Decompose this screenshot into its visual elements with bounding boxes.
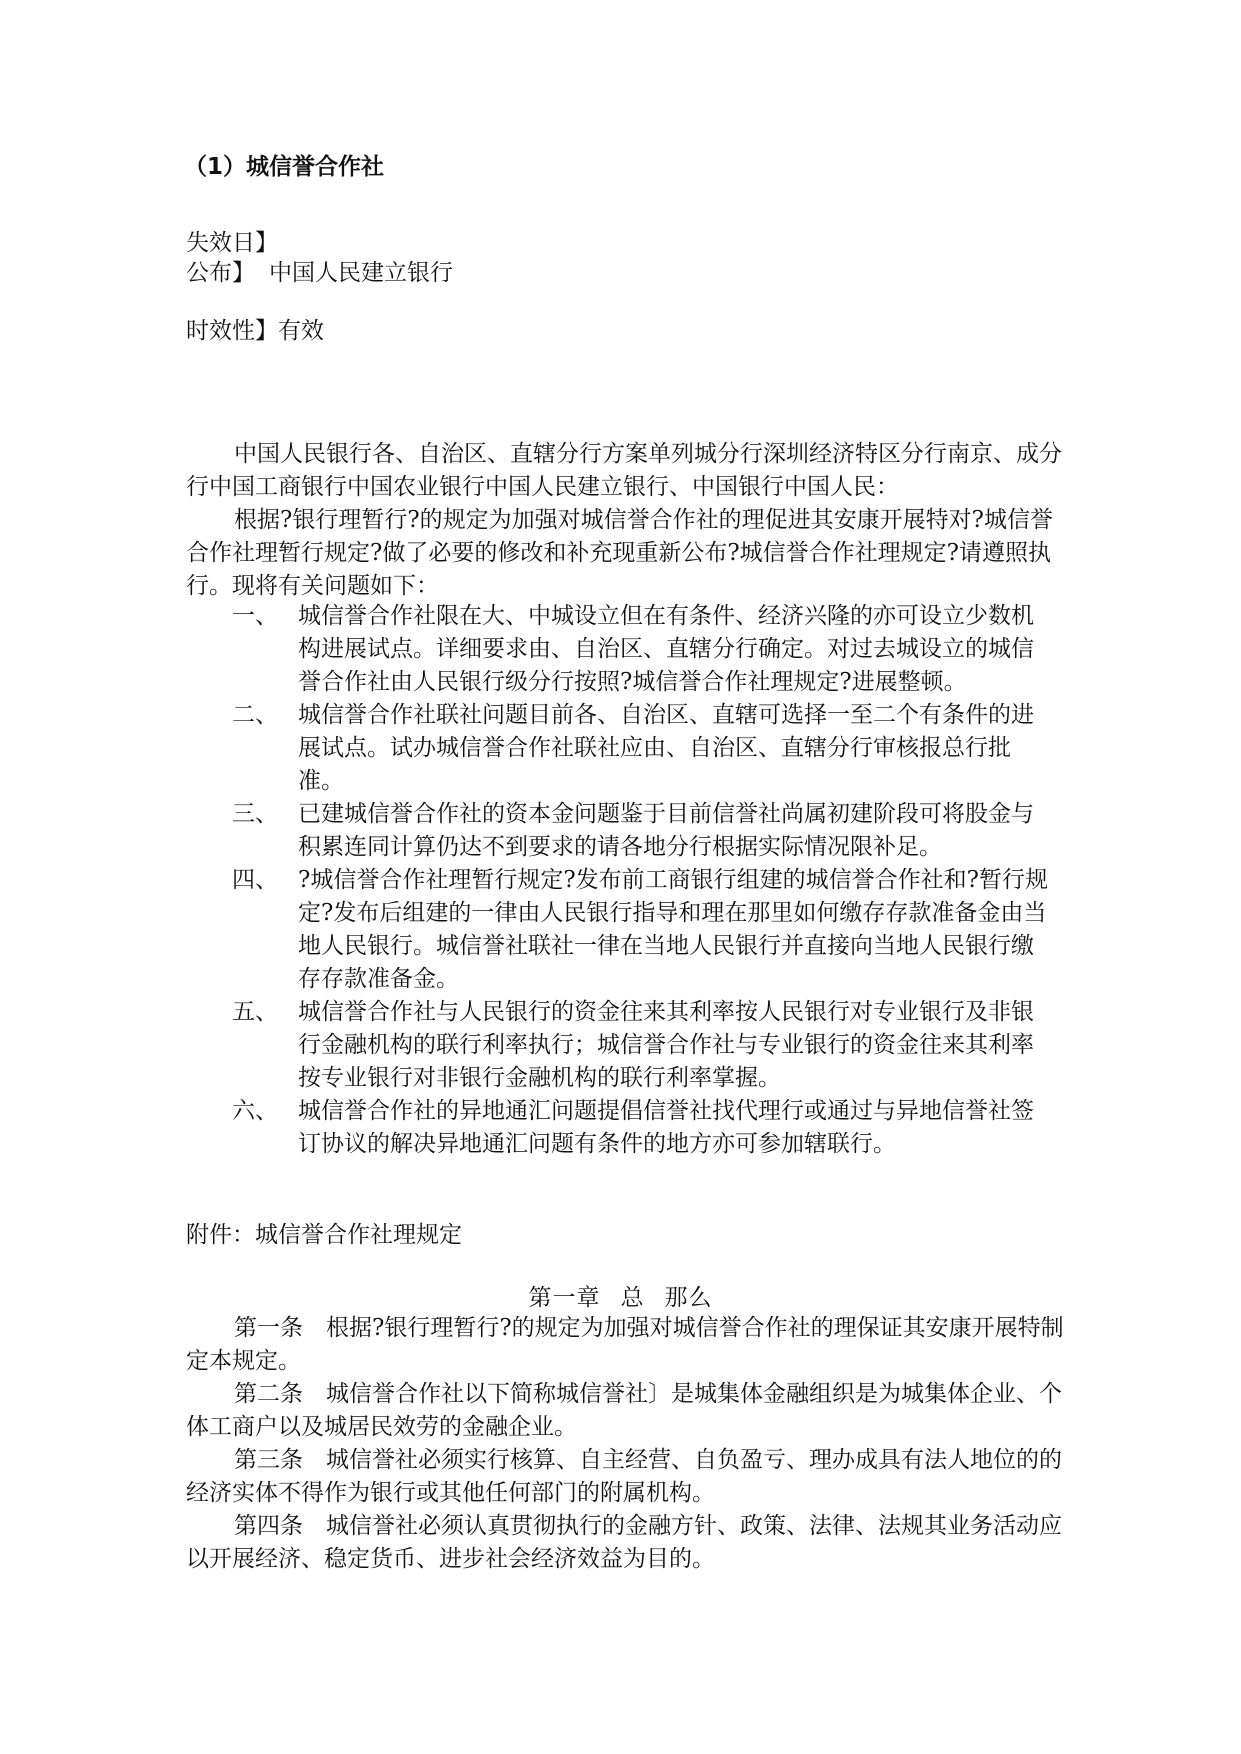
article-label: 第二条 (234, 1381, 303, 1407)
item-text: 城信誉合作社的异地通汇问题提倡信誉社找代理行或通过与异地信誉社签订协议的解决异地通汇问题有条件的地方亦可参加辖联行。 (298, 1098, 1034, 1157)
item-text: 已建城信誉合作社的资本金问题鉴于目前信誉社尚属初建阶段可将股金与积累连同计算仍达不到要求的请各地分行根据实际情况限补足。 (298, 801, 1034, 860)
article-label: 第三条 (234, 1447, 303, 1473)
article-text: 城信誉合作社以下简称城信誉社〕是城集体金融组织是为城集体企业、个体工商户以及城居民效劳的金融企业。 (186, 1381, 1062, 1440)
item-number: 三、 (232, 801, 278, 827)
item-text: 城信誉合作社限在大、中城设立但在有条件、经济兴隆的亦可设立少数机构进展试点。详细要求由、自治区、直辖分行确定。对过去城设立的城信誉合作社由人民银行级分行按照?城信誉合作社理规定?进展整顿。 (298, 603, 1034, 695)
article-label: 第四条 (234, 1513, 303, 1539)
item-number: 六、 (232, 1098, 278, 1124)
item-text: 城信誉合作社联社问题目前各、自治区、直辖可选择一至二个有条件的进展试点。试办城信誉合作社联社应由、自治区、直辖分行审核报总行批准。 (298, 702, 1034, 794)
item-number: 五、 (232, 999, 278, 1025)
chapter-number: 第一章 (528, 1285, 601, 1311)
article-text: 根据?银行理暂行?的规定为加强对城信誉合作社的理保证其安康开展特制定本规定。 (186, 1315, 1064, 1374)
list-item (186, 864, 1066, 996)
item-number: 二、 (232, 702, 278, 728)
chapter-title-1: 总 (620, 1285, 645, 1311)
chapter-heading (0, 1279, 1241, 1312)
publisher-value: 中国人民建立银行 (269, 260, 453, 286)
item-number: 一、 (232, 603, 278, 629)
validity-value: 有效 (278, 318, 324, 344)
list-item (186, 798, 1066, 864)
article-1 (186, 1312, 1066, 1378)
publisher-line (186, 254, 453, 287)
attachment-line: 附件：城信誉合作社理规定 (186, 1222, 462, 1248)
article-3 (186, 1444, 1066, 1510)
document-title: （1）城信誉合作社 (184, 154, 385, 180)
list-item (186, 600, 1066, 699)
invalid-date-line (186, 224, 278, 257)
intro-body: 根据?银行理暂行?的规定为加强对城信誉合作社的理促进其安康开展特对?城信誉合作社理暂行规定?做了必要的修改和补充现重新公布?城信誉合作社理规定?请遵照执行。现将有关问题如下： (186, 507, 1053, 599)
item-text: ?城信誉合作社理暂行规定?发布前工商银行组建的城信誉合作社和?暂行规定?发布后组建的一律由人民银行指导和理在那里如何缴存存款准备金由当地人民银行。城信誉社联社一律在当地人民银行并直接向当地人民银行缴存存款准备金。 (298, 867, 1048, 992)
intro-recipients: 中国人民银行各、自治区、直辖分行方案单列城分行深圳经济特区分行南京、成分行中国工商银行中国农业银行中国人民建立银行、中国银行中国人民： (186, 441, 1062, 500)
article-text: 城信誉社必须实行核算、自主经营、自负盈亏、理办成具有法人地位的的经济实体不得作为银行或其他任何部门的附属机构。 (186, 1447, 1062, 1506)
item-number: 四、 (232, 867, 278, 893)
item-text: 城信誉合作社与人民银行的资金往来其利率按人民银行对专业银行及非银行金融机构的联行利率执行；城信誉合作社与专业银行的资金往来其利率按专业银行对非银行金融机构的联行利率掌握。 (298, 999, 1034, 1091)
list-item (186, 996, 1066, 1095)
article-label: 第一条 (234, 1315, 303, 1341)
list-item (186, 699, 1066, 798)
invalid-date-label: 失效日】 (186, 230, 278, 256)
article-4 (186, 1510, 1066, 1576)
article-2 (186, 1378, 1066, 1444)
list-item (186, 1095, 1066, 1161)
validity-line (186, 312, 324, 345)
publisher-label: 公布】 (186, 260, 255, 286)
notice-items-list (186, 600, 1066, 1161)
validity-label: 时效性】 (186, 318, 278, 344)
article-text: 城信誉社必须认真贯彻执行的金融方针、政策、法律、法规其业务活动应以开展经济、稳定货币、进步社会经济效益为目的。 (186, 1513, 1062, 1572)
chapter-title-2: 那么 (664, 1285, 713, 1311)
